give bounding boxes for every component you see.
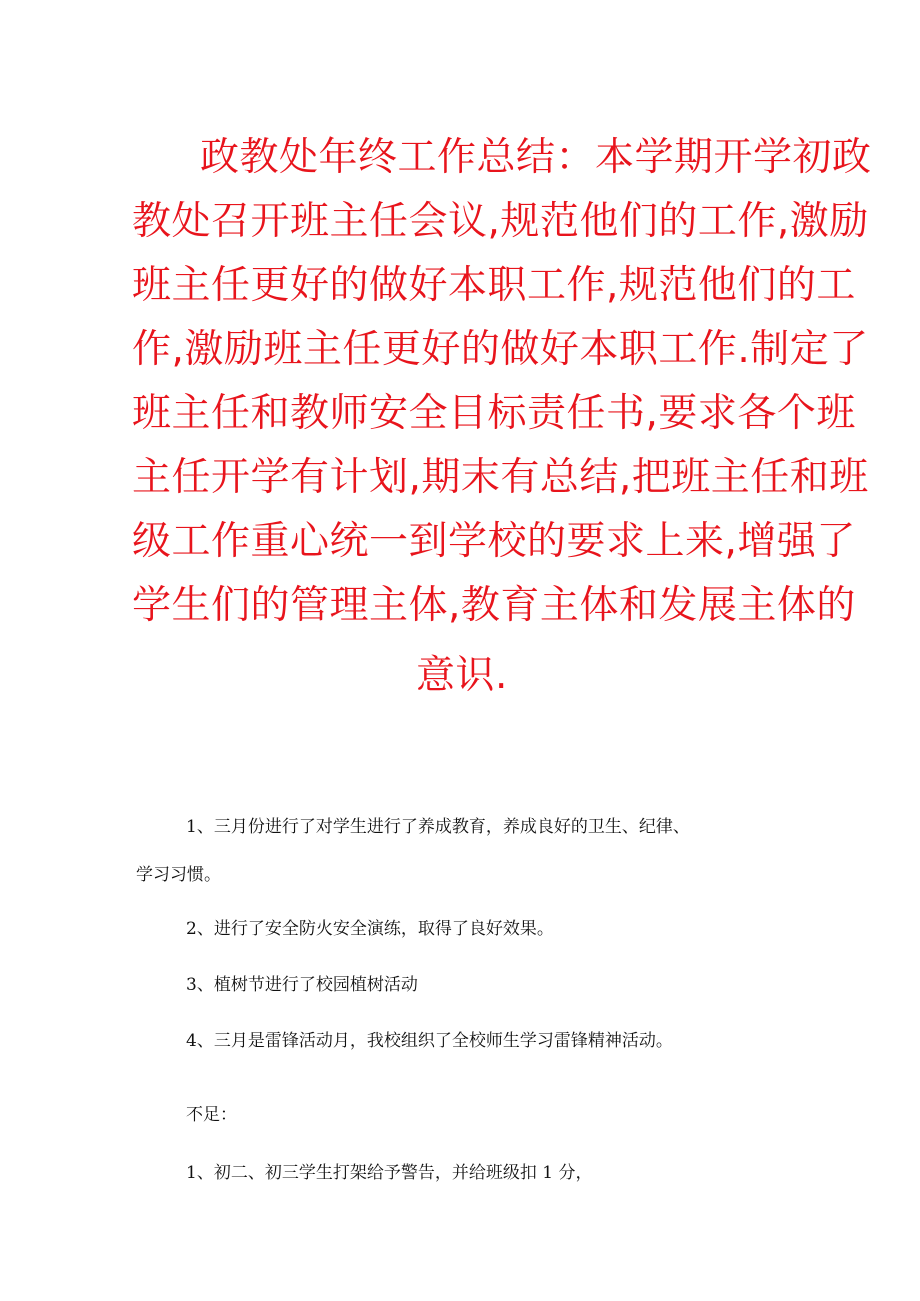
shortcomings-heading: 不足：	[186, 1105, 237, 1125]
list-item: 3、植树节进行了校园植树活动	[186, 975, 418, 995]
summary-line: 教处召开班主任会议,规范他们的工作,激励	[132, 199, 869, 244]
summary-line: 班主任和教师安全目标责任书,要求各个班	[132, 391, 856, 436]
shortcoming-item: 1、初二、初三学生打架给予警告，并给班级扣 1 分，	[186, 1163, 593, 1183]
list-item-continuation: 学习习惯。	[136, 865, 221, 885]
list-item: 2、进行了安全防火安全演练，取得了良好效果。	[186, 919, 554, 939]
summary-line: 学生们的管理主体,教育主体和发展主体的	[132, 583, 856, 628]
summary-line: 作,激励班主任更好的做好本职工作.制定了	[132, 327, 869, 372]
summary-line: 政教处年终工作总结：本学期开学初政	[200, 135, 872, 180]
list-item: 4、三月是雷锋活动月，我校组织了全校师生学习雷锋精神活动。	[186, 1031, 673, 1051]
summary-line: 意识.	[416, 653, 508, 698]
summary-line: 级工作重心统一到学校的要求上来,增强了	[132, 519, 856, 564]
summary-paragraph	[132, 126, 872, 708]
list-item: 1、三月份进行了对学生进行了养成教育，养成良好的卫生、纪律、	[186, 817, 690, 837]
summary-line: 班主任更好的做好本职工作,规范他们的工	[132, 263, 856, 308]
summary-line: 主任开学有计划,期末有总结,把班主任和班	[132, 455, 869, 500]
